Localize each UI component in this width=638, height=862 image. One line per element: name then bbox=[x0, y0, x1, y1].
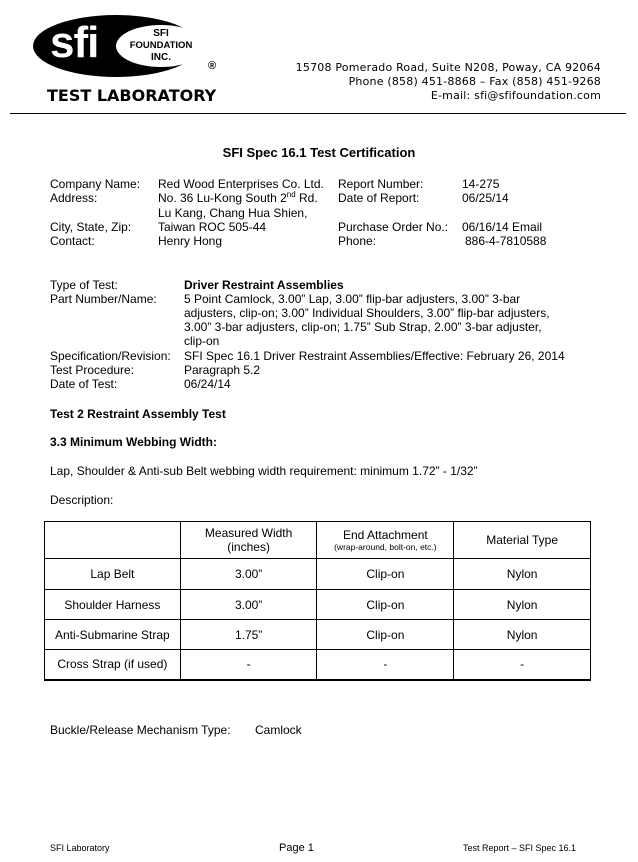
date-of-test-label: Date of Test: bbox=[50, 377, 118, 391]
phone-value: 886-4-7810588 bbox=[465, 234, 547, 248]
footer-right: Test Report – SFI Spec 16.1 bbox=[463, 843, 577, 853]
row-name: Anti-Submarine Strap bbox=[45, 620, 181, 650]
phone-label: Phone: bbox=[338, 234, 377, 248]
city-label: City, State, Zip: bbox=[50, 220, 132, 234]
row-width: 1.75” bbox=[180, 620, 317, 650]
date-of-report-value: 06/25/14 bbox=[462, 191, 509, 205]
measured-width-unit: (inches) bbox=[227, 540, 270, 554]
contact-label: Contact: bbox=[50, 234, 95, 248]
row-name: Lap Belt bbox=[45, 559, 181, 590]
specification-value: SFI Spec 16.1 Driver Restraint Assemblies/Effective: February 26, 2014 bbox=[184, 349, 565, 363]
measured-width-label: Measured Width bbox=[204, 526, 293, 540]
email-line: E-mail: sfi@sfifoundation.com bbox=[430, 89, 601, 102]
row-attachment: - bbox=[317, 650, 454, 680]
phone-line: Phone (858) 451-8868 – Fax (858) 451-9268 bbox=[348, 75, 601, 88]
specification-label: Specification/Revision: bbox=[50, 349, 171, 363]
part-number-line2: adjusters, clip-on; 3.00” Individual Shoulders, 3.00” flip-bar adjusters, bbox=[184, 306, 550, 320]
table-row bbox=[45, 620, 591, 650]
type-of-test-value: Driver Restraint Assemblies bbox=[184, 278, 344, 292]
footer-page-number: Page 1 bbox=[279, 842, 314, 854]
report-number-label: Report Number: bbox=[338, 177, 424, 191]
table-header-row bbox=[45, 522, 591, 559]
header-cell-measured-width bbox=[180, 522, 317, 559]
address-value-line2: Lu Kang, Chang Hua Shien, bbox=[158, 206, 308, 220]
row-width: 3.00” bbox=[180, 559, 317, 590]
buckle-label: Buckle/Release Mechanism Type: bbox=[50, 723, 231, 737]
row-material: Nylon bbox=[454, 620, 591, 650]
company-label: Company Name: bbox=[50, 177, 141, 191]
part-number-line1: 5 Point Camlock, 3.00” Lap, 3.00” flip-bar adjusters, 3.00” 3-bar bbox=[184, 292, 521, 306]
row-material: Nylon bbox=[454, 559, 591, 590]
registered-mark: ® bbox=[208, 60, 217, 72]
lab-name: TEST LABORATORY bbox=[47, 86, 217, 105]
test-procedure-value: Paragraph 5.2 bbox=[184, 363, 261, 377]
part-number-line3: 3.00” 3-bar adjusters, clip-on; 1.75” Sub Strap, 2.00” 3-bar adjuster, bbox=[184, 320, 542, 334]
row-material: - bbox=[454, 650, 591, 680]
report-number-value: 14-275 bbox=[462, 177, 500, 191]
city-value: Taiwan ROC 505-44 bbox=[158, 220, 267, 234]
logo-org-line3: INC. bbox=[151, 52, 171, 63]
end-attachment-label: End Attachment bbox=[343, 528, 428, 542]
footer-left: SFI Laboratory bbox=[50, 843, 110, 853]
purchase-order-value: 06/16/14 Email bbox=[462, 220, 543, 234]
company-value: Red Wood Enterprises Co. Ltd. bbox=[158, 177, 324, 191]
table-row bbox=[45, 559, 591, 590]
row-name: Cross Strap (if used) bbox=[45, 650, 181, 680]
section-heading: Test 2 Restraint Assembly Test bbox=[50, 407, 226, 421]
row-width: 3.00” bbox=[180, 590, 317, 620]
sfi-logo bbox=[28, 12, 224, 80]
part-number-line4: clip-on bbox=[184, 334, 220, 348]
part-number-label: Part Number/Name: bbox=[50, 292, 157, 306]
buckle-value: Camlock bbox=[255, 723, 302, 737]
row-material: Nylon bbox=[454, 590, 591, 620]
row-width: - bbox=[180, 650, 317, 680]
row-attachment: Clip-on bbox=[317, 590, 454, 620]
logo-mark: sfi bbox=[50, 18, 99, 67]
type-of-test-label: Type of Test: bbox=[50, 278, 118, 292]
width-requirement: Lap, Shoulder & Anti-sub Belt webbing width requirement: minimum 1.72” - 1/32” bbox=[50, 464, 478, 478]
address-value-line1: No. 36 Lu-Kong South 2nd Rd. bbox=[158, 190, 318, 205]
contact-value: Henry Hong bbox=[158, 234, 223, 248]
table-row bbox=[45, 650, 591, 680]
webbing-table bbox=[44, 521, 591, 681]
header-cell-end-attachment bbox=[317, 522, 454, 559]
header-cell-blank bbox=[45, 522, 181, 559]
date-of-report-label: Date of Report: bbox=[338, 191, 420, 205]
end-attachment-note: (wrap-around, bolt-on, etc.) bbox=[334, 542, 437, 552]
logo-org-line1: SFI bbox=[153, 28, 169, 39]
description-label: Description: bbox=[50, 493, 114, 507]
date-of-test-value: 06/24/14 bbox=[184, 377, 231, 391]
header-rule bbox=[10, 113, 626, 114]
test-procedure-label: Test Procedure: bbox=[50, 363, 135, 377]
table-row bbox=[45, 590, 591, 620]
subsection-heading: 3.3 Minimum Webbing Width: bbox=[50, 435, 217, 449]
address-line: 15708 Pomerado Road, Suite N208, Poway, CA 92064 bbox=[295, 61, 601, 74]
address-label: Address: bbox=[50, 191, 98, 205]
logo-org-line2: FOUNDATION bbox=[129, 40, 193, 51]
row-name: Shoulder Harness bbox=[45, 590, 181, 620]
row-attachment: Clip-on bbox=[317, 559, 454, 590]
purchase-order-label: Purchase Order No.: bbox=[338, 220, 449, 234]
page-title: SFI Spec 16.1 Test Certification bbox=[222, 145, 416, 160]
row-attachment: Clip-on bbox=[317, 620, 454, 650]
header-cell-material-type: Material Type bbox=[454, 522, 591, 559]
